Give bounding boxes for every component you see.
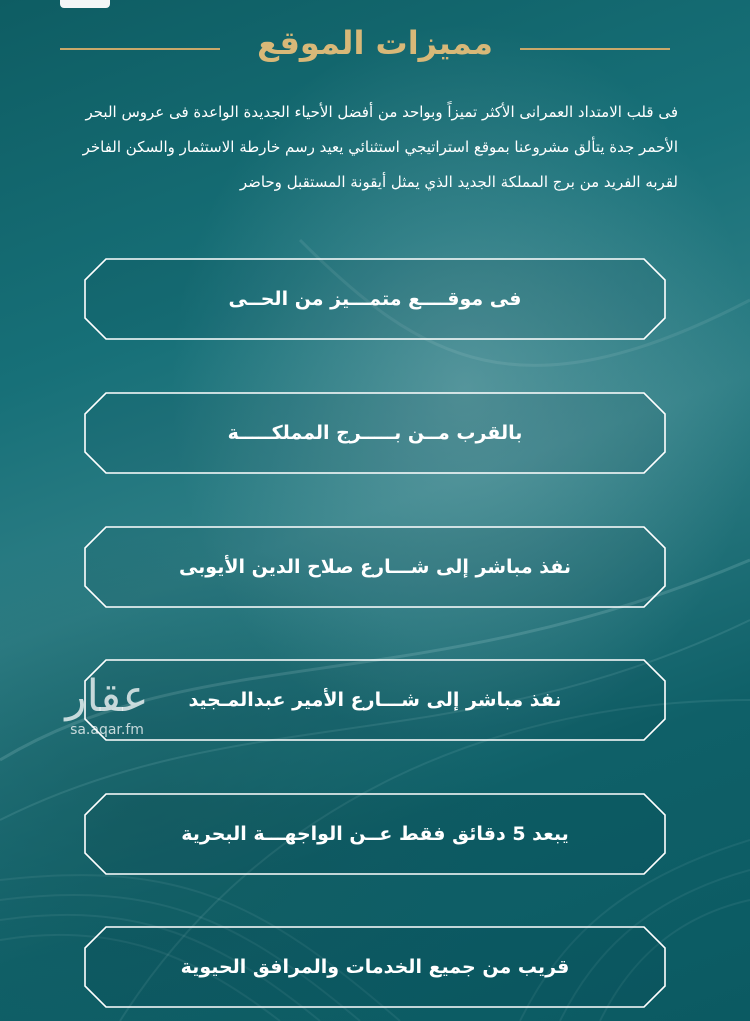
intro-paragraph: فى قلب الامتداد العمرانى الأكثر تميزاً وبواحد من أفضل الأحياء الجديدة الواعدة فى عروس البحر الأحمر جدة يتألق مشروعنا بموقع استراتيجي استثنائي يعيد رسم خارطة الاستثمار والسكن الفاخر لقربه الفريد من برج المملكة الجديد الذي يمثل أيقونة المستقبل وحاضر xyxy=(82,103,678,191)
feature-label: بالقرب مــن بـــــرج المملكـــــة xyxy=(227,422,523,444)
header-left-rule xyxy=(60,48,220,50)
feature-card xyxy=(84,526,666,608)
feature-label: نفذ مباشر إلى شـــارع الأمير عبدالمـجيد xyxy=(188,689,562,711)
feature-card xyxy=(84,392,666,474)
feature-label: يبعد 5 دقائق فقط عــن الواجهـــة البحرية xyxy=(181,823,569,845)
feature-label: نفذ مباشر إلى شـــارع صلاح الدين الأيوبى xyxy=(178,556,572,578)
watermark-logo-text: عقار xyxy=(65,671,149,722)
top-edge-tab xyxy=(60,0,110,8)
feature-label: فى موقــــع متمـــيز من الحــى xyxy=(228,288,522,310)
feature-card xyxy=(84,926,666,1008)
section-header xyxy=(0,18,750,78)
feature-label: قريب من جميع الخدمات والمرافق الحيوية xyxy=(180,956,570,978)
aqar-watermark xyxy=(46,672,168,738)
watermark-url: sa.aqar.fm xyxy=(70,722,144,738)
header-right-rule xyxy=(520,48,670,50)
feature-card xyxy=(84,793,666,875)
feature-card xyxy=(84,258,666,340)
page-title: مميزات الموقع xyxy=(257,24,493,62)
feature-card xyxy=(84,659,666,741)
